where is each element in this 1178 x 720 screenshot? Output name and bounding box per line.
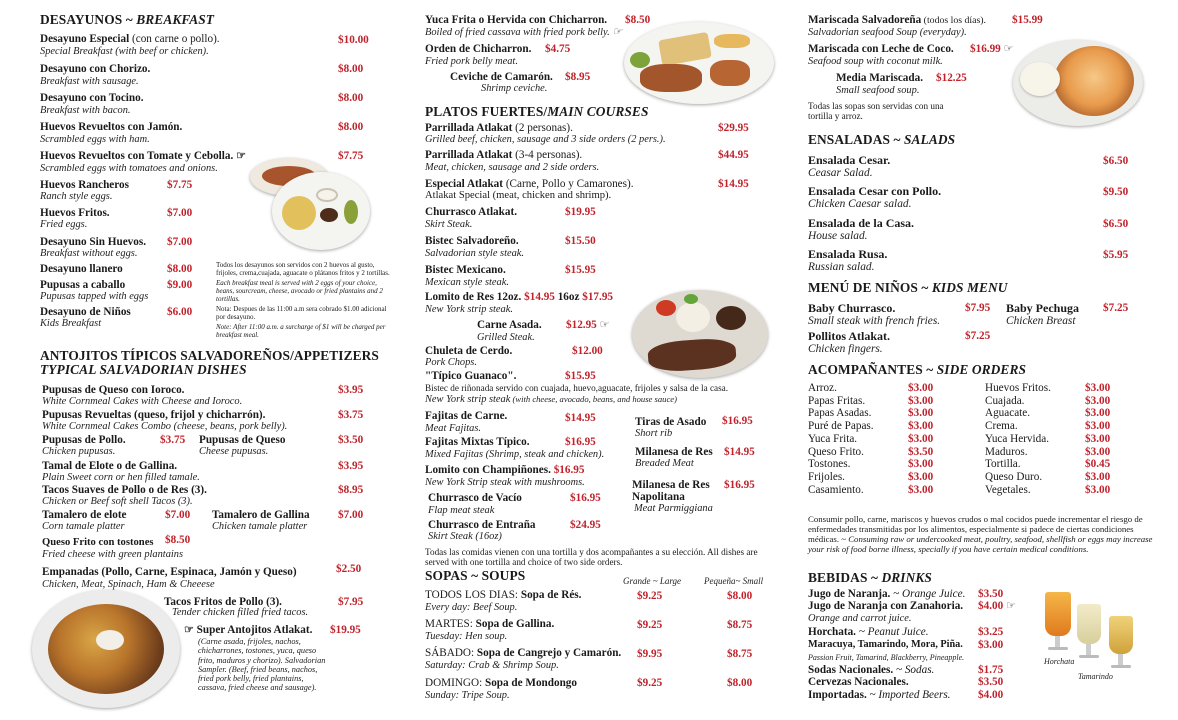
menu-item-price: $7.00 [167,236,193,248]
menu-item-desc: Scrambled eggs with tomatoes and onions. [40,163,218,174]
menu-item-price: $3.50 [338,434,364,446]
pointing-hand-icon: ☞ [1005,600,1016,612]
menu-item-name: ☞ Super Antojitos Atlakat. [184,624,313,636]
menu-item-desc: Scrambled eggs with ham. [40,134,150,145]
menu-item-name: Huevos Fritos. [40,207,110,219]
menu-item-name: Empanadas (Pollo, Carne, Espinaca, Jamón y Queso) [42,566,297,578]
menu-item-desc: Skirt Steak. [425,219,473,230]
menu-item-desc: (Carne asada, frijoles, nachos, chicharrones, tostones, yuca, queso frito, maduros y chorizo). Salvadorian Sampler. (Beef, fried beans, nachos, fried pork belly, fried plantains, cassava, fried cheese and sausage). [198,637,326,693]
menu-item-price: $14.95 [718,178,749,190]
appetizers-heading: ANTOJITOS TÍPICOS SALVADOREÑOS/APPETIZERS [40,348,379,363]
menu-item-desc: White Cornmeal Cakes with Cheese and Ioroco. [42,396,243,407]
menu-item-desc: Breakfast with bacon. [40,105,131,116]
menu-item-desc: Chicken fingers. [808,343,883,355]
menu-item-name: Baby Pechuga [1006,301,1080,315]
menu-item-name: Fajitas de Carne. [425,410,508,422]
side-item-price: $3.00 [1085,420,1111,433]
pointing-hand-icon: ☞ [599,319,610,331]
menu-item-desc: New York strip steak. [425,304,513,315]
soups-heading: SOPAS ~ SOUPS [425,568,526,583]
menu-item-price: $4.75 [545,43,571,55]
menu-item-price: $8.00 [338,92,364,104]
menu-item-price: $1.75 [978,664,1004,676]
menu-item-name: Pupusas de Pollo. [42,434,126,446]
side-item-name: Queso Frito. [808,445,864,458]
soup-price-large: $9.25 [637,677,663,689]
soup-item-name: DOMINGO: Sopa de Mondongo [425,677,577,689]
side-item-price: $3.00 [908,470,934,483]
menu-item-price: $14.95 [565,412,596,424]
menu-item-desc: Fried cheese with green plantains [42,549,184,560]
menu-item-price: $7.00 [338,509,364,521]
menu-item-name: Jugo de Naranja con Zanahoria. [808,600,964,612]
menu-item-price: $15.99 [1012,14,1043,26]
menu-item-price: $16.99 ☞ [970,43,1014,55]
menu-item-desc: Chicken pupusas. [42,446,116,457]
menu-item-price: $19.95 [330,624,361,636]
soup-price-small: $8.75 [727,648,753,660]
menu-item-price: $16.95 [565,436,596,448]
pointing-hand-icon: ☞ [236,150,246,162]
soup-item-name: SÁBADO: Sopa de Cangrejo y Camarón. [425,647,622,659]
menu-item-name: Desayuno Especial (con carne o pollo). [40,33,220,45]
menu-item-price: $7.95 [965,302,991,314]
menu-item-price: $10.00 [338,34,369,46]
menu-item-name: Tacos Fritos de Pollo (3). [164,596,282,608]
menu-item-price: $6.50 [1103,155,1129,167]
menu-item-name: Cervezas Nacionales. [808,676,909,688]
side-item-name: Yuca Frita. [808,432,858,445]
menu-item-price: $8.00 [338,121,364,133]
side-item-price: $3.00 [1085,382,1111,394]
soups-note: Todas las sopas son servidas con una tortilla y arroz. [808,101,944,121]
menu-item-name: Pupusas de Queso [199,434,286,446]
menu-item-name: Carne Asada. [477,319,542,331]
soup-large-label: Grande ~ Large [623,576,682,586]
side-item-name: Cuajada. [985,394,1025,407]
menu-item-desc: Breakfast with sausage. [40,76,139,87]
menu-item-price: $3.00 [978,639,1004,651]
soup-price-small: $8.00 [727,677,753,689]
breakfast-note: Todos los desayunos son servidos con 2 huevos al gusto, frijoles, crema,cuajada, aguacate o plátanos fritos y 2 tortillas. Each breakfast meal is served with 2 eggs of your choice, beans, sourcream, cheese, avocado or fried plantains and 2 tortillas. Nota: Despues de las 11:00 a.m sera cobrado $1.00 adicional por desayuno. Note: After 11:00 a.m. a surcharge of $1 will be charged per breakfast meal. [216,261,390,339]
side-item-name: Huevos Fritos. [985,382,1051,394]
menu-item-desc: Cheese pupusas. [199,446,269,457]
menu-item-desc: Ranch style eggs. [40,191,113,202]
menu-item-name: Huevos Revueltos con Jamón. [40,121,183,133]
soup-price-small: $8.00 [727,590,753,602]
menu-item-name: Chuleta de Cerdo. [425,345,513,357]
menu-item-name: Mariscada Salvadoreña (todos los días). [808,14,986,26]
kids-heading: MENÚ DE NIÑOS ~ KIDS MENU [808,280,1008,295]
menu-item-desc: Orange and carrot juice. [808,613,912,624]
menu-item-desc: House salad. [808,230,868,242]
side-item-price: $0.45 [1085,458,1111,471]
glass-label: Tamarindo [1078,672,1113,681]
side-item-price: $3.00 [908,394,934,407]
menu-item-desc: Pupusas tapped with eggs [40,291,149,302]
menu-item-price: $29.95 [718,122,749,134]
menu-item-name: Especial Atlakat (Carne, Pollo y Camarones). [425,178,634,190]
side-item-price: $3.00 [908,407,934,420]
menu-item-price: $7.25 [1103,302,1129,314]
side-item-name: Arroz. [808,382,837,394]
menu-item-desc: Mexican style steak. [425,277,509,288]
menu-item-name: Maracuya, Tamarindo, Mora, Piña. [808,639,963,650]
menu-item-desc: Pork Chops. [425,357,477,368]
menu-item-price: $3.95 [338,384,364,396]
menu-item-price: $15.95 [565,370,596,382]
menu-item-name: Ensalada Rusa. [808,247,888,261]
soup-item-desc: Saturday: Crab & Shrimp Soup. [425,660,559,671]
soup-price-large: $9.25 [637,619,663,631]
menu-item-name: Desayuno llanero [40,263,123,275]
menu-item-price: $16.95 [722,415,753,427]
side-item-price: $3.00 [1085,394,1111,407]
main-courses-note: Todas las comidas vienen con una tortilla y dos acompañantes a su elección. All dishes are served with one tortilla and choice of two side orders. [425,547,758,567]
soup-item-desc: Sunday: Tripe Soup. [425,690,510,701]
menu-item-name: Parrillada Atlakat (2 personas). [425,122,573,134]
menu-item-name: Horchata. ~ Peanut Juice. [808,626,929,638]
menu-item-price: $7.00 [165,509,191,521]
menu-item-price: $4.00 ☞ [978,600,1016,612]
menu-item-price: $14.95 [724,446,755,458]
menu-item-price: $9.50 [1103,186,1129,198]
side-item-name: Maduros. [985,445,1028,458]
soup-item-desc: Every day: Beef Soup. [425,602,518,613]
menu-item-desc: Meat Parmiggiana [634,503,713,514]
menu-item-price: $4.00 [978,689,1004,701]
salads-heading: ENSALADAS ~ SALADS [808,132,956,147]
soup-price-large: $9.95 [637,648,663,660]
menu-item-price: $3.50 [978,676,1004,688]
menu-item-desc: Chicken Caesar salad. [808,198,912,210]
drinks-heading: BEBIDAS ~ DRINKS [808,570,932,585]
side-item-price: $3.00 [908,432,934,445]
side-item-price: $3.00 [908,483,934,496]
menu-item-price: $8.95 [565,71,591,83]
menu-item-price: $8.00 [167,263,193,275]
side-item-name: Frijoles. [808,470,845,483]
menu-item-desc: Chicken Breast [1006,315,1076,327]
menu-item-price: $8.50 [165,534,191,546]
side-item-price: $3.50 [908,445,934,458]
breakfast-heading: DESAYUNOS ~ BREAKFAST [40,12,215,27]
side-item-price: $3.00 [908,382,934,394]
menu-item-desc: New York Strip steak with mushrooms. [425,477,585,488]
menu-item-price: $19.95 [565,206,596,218]
menu-item-price: $7.25 [965,330,991,342]
menu-item-name: Milanesa de Res [635,446,713,458]
menu-item-price: $8.95 [338,484,364,496]
menu-item-price: $12.25 [936,72,967,84]
menu-item-name: Yuca Frita o Hervida con Chicharron. [425,14,608,26]
menu-item-name: Desayuno con Tocino. [40,92,144,104]
menu-item-price: $7.75 [338,150,364,162]
side-item-name: Aguacate. [985,407,1031,420]
side-item-price: $3.00 [908,458,934,471]
menu-item-price: $6.00 [167,306,193,318]
side-item-name: Puré de Papas. [808,420,874,433]
soup-item-name: MARTES: Sopa de Gallina. [425,618,555,630]
menu-item-price: $6.50 [1103,218,1129,230]
menu-item-desc: Salvadorian seafood Soup (everyday). [808,27,967,38]
pointing-hand-icon: ☞ [184,624,194,636]
menu-item-desc: Atlakat Special (meat, chicken and shrimp). [425,190,612,201]
menu-item-desc: Grilled beef, chicken, sausage and 3 side orders (2 pers.). [425,134,666,145]
menu-item-name: Lomito de Res 12oz. $14.95 16oz $17.95 [425,291,613,303]
pointing-hand-icon: ☞ [1003,43,1014,55]
side-item-name: Queso Duro. [985,470,1043,483]
menu-item-name: Parrillada Atlakat (3-4 personas). [425,149,583,161]
menu-item-name: Churrasco Atlakat. [425,206,517,218]
menu-item-desc: White Cornmeal Cakes Combo (cheese, beans, pork belly). [42,421,288,432]
glass-label: Horchata [1044,657,1075,666]
menu-item-desc: Fried pork belly meat. [425,56,518,67]
menu-item-desc: Kids Breakfast [40,318,102,329]
menu-item-name: Ensalada Cesar con Pollo. [808,184,942,198]
menu-item-desc: Passion Fruit, Tamarind, Blackberry, Pineapple. [808,653,965,662]
menu-item-name: Milanesa de Res Napolitana [632,479,710,503]
menu-item-price: $3.50 [978,588,1004,600]
menu-item-desc-es: Bistec de riñonada servido con cuajada, huevo,aguacate, frijoles y salsa de la casa. [425,383,729,393]
menu-item-name: Huevos Rancheros [40,179,129,191]
menu-item-desc: Meat Fajitas. [425,423,481,434]
menu-item-desc: Special Breakfast (with beef or chicken). [40,46,209,57]
menu-item-desc: Flap meat steak [428,505,495,516]
menu-item-name: Orden de Chicharron. [425,43,532,55]
menu-item-desc: Small steak with french fries. [808,315,941,327]
menu-item-desc: Corn tamale platter [42,521,125,532]
menu-item-price: $15.95 [565,264,596,276]
menu-item-name: Tacos Suaves de Pollo o de Res (3). [42,484,207,496]
menu-item-desc: Breakfast without eggs. [40,248,138,259]
menu-item-price: $24.95 [570,519,601,531]
menu-item-price: $9.00 [167,279,193,291]
pointing-hand-icon: ☞ [612,26,623,38]
side-item-price: $3.00 [1085,483,1111,496]
menu-item-desc: Grilled Steak. [477,332,535,343]
menu-item-name: Huevos Revueltos con Tomate y Cebolla. ☞ [40,150,246,162]
side-item-price: $3.00 [1085,470,1111,483]
menu-item-desc: Meat, chicken, sausage and 2 side orders. [425,162,600,173]
menu-item-desc: Chicken tamale platter [212,521,308,532]
menu-item-name: Tiras de Asado [635,416,707,428]
menu-item-name: Tamalero de Gallina [212,509,310,521]
menu-item-name: Desayuno con Chorizo. [40,63,151,75]
menu-item-desc: Small seafood soup. [836,85,920,96]
side-item-name: Papas Fritas. [808,394,866,407]
menu-item-price: $12.00 [572,345,603,357]
menu-item-name: Importadas. ~ Imported Beers. [808,689,951,701]
menu-item-price: $16.95 [724,479,755,491]
side-item-name: Vegetales. [985,483,1031,496]
menu-item-desc: Skirt Steak (16oz) [428,531,502,542]
side-item-name: Yuca Hervida. [985,432,1049,445]
main-courses-heading: PLATOS FUERTES/MAIN COURSES [425,104,649,119]
soup-small-label: Pequeña~ Small [704,576,764,586]
menu-item-name: Baby Churrasco. [808,301,896,315]
menu-item-name: Bistec Mexicano. [425,264,506,276]
menu-item-desc: Short rib [635,428,673,439]
menu-item-desc: Salvadorian style steak. [425,248,524,259]
menu-item-name: Media Mariscada. [836,72,923,84]
menu-item-name: Pupusas de Queso con Ioroco. [42,384,185,396]
menu-item-desc: New York strip steak (with cheese, avocado, beans, and house sauce) [425,394,677,405]
menu-item-price: $3.75 [338,409,364,421]
menu-item-price: $2.50 [336,563,362,575]
menu-item-desc: Fried eggs. [40,219,88,230]
menu-item-price: $7.75 [167,179,193,191]
menu-item-name: Tamal de Elote o de Gallina. [42,460,178,472]
menu-item-desc: Chicken or Beef soft shell Tacos (3). [42,496,193,507]
menu-item-name: Pollitos Atlakat. [808,329,891,343]
menu-item-price: $16.95 [570,492,601,504]
menu-item-name: "Típico Guanaco". [425,370,517,382]
menu-item-desc: Shrimp ceviche. [481,83,548,94]
menu-item-name: Desayuno Sin Huevos. [40,236,146,248]
menu-item-name: Jugo de Naranja. ~ Orange Juice. [808,588,966,600]
menu-item-name: Ensalada de la Casa. [808,216,915,230]
menu-item-price: $44.95 [718,149,749,161]
menu-item-name: Churrasco de Vacío [428,492,522,504]
appetizers-subheading: TYPICAL SALVADORIAN DISHES [40,362,247,377]
food-safety-warning: Consumir pollo, carne, mariscos y huevos crudos o mal cocidos puede incrementar el riesgo de enfermedades transmitidas por los alimentos, especialmente si padece de ciertas condiciones médicas. ~ Consuming raw or undercooked meat, poultry, seafood, shellfish or eggs may increase your risk of food borne illness, specially if you have certain medical conditions. [808,514,1153,554]
menu-item-name: Sodas Nacionales. ~ Sodas. [808,664,935,676]
menu-item-price: $12.95 ☞ [566,319,610,331]
menu-item-desc: Chicken, Meat, Spinach, Ham & Cheeese [42,579,215,590]
soup-item-desc: Tuesday: Hen soup. [425,631,508,642]
side-item-name: Casamiento. [808,483,864,496]
side-item-name: Crema. [985,420,1018,433]
side-item-price: $3.00 [908,420,934,433]
menu-item-name: Mariscada con Leche de Coco. [808,43,954,55]
menu-item-name: Desayuno de Niños [40,306,131,318]
sides-heading: ACOMPAÑANTES ~ SIDE ORDERS [808,362,1027,377]
menu-item-name: Queso Frito con tostones [42,537,154,548]
side-item-price: $3.00 [1085,407,1111,420]
menu-item-price: $8.50 [625,14,651,26]
soup-price-small: $8.75 [727,619,753,631]
side-item-name: Papas Asadas. [808,407,872,420]
menu-item-desc: Mixed Fajitas (Shrimp, steak and chicken). [425,449,605,460]
soup-item-name: TODOS LOS DIAS: Sopa de Rés. [425,589,582,601]
menu-item-desc: Ceasar Salad. [808,167,873,179]
menu-item-price: $8.00 [338,63,364,75]
soup-price-large: $9.25 [637,590,663,602]
menu-item-name: Lomito con Champiñones. $16.95 [425,464,585,476]
menu-item-name: Ceviche de Camarón. [450,71,553,83]
menu-item-desc: Tender chicken filled fried tacos. [172,607,309,618]
menu-item-price: $5.95 [1103,249,1129,261]
menu-item-name: Tamalero de elote [42,509,127,521]
menu-item-price: $7.95 [338,596,364,608]
menu-item-price: $3.95 [338,460,364,472]
side-item-price: $3.00 [1085,432,1111,445]
menu-item-desc: Russian salad. [808,261,875,273]
side-item-name: Tortilla. [985,458,1021,471]
menu-item-desc: Breaded Meat [635,458,694,469]
menu-item-price: $15.50 [565,235,596,247]
menu-item-desc: Seafood soup with coconut milk. [808,56,943,67]
menu-item-name: Pupusas a caballo [40,279,126,291]
side-item-price: $3.00 [1085,445,1111,458]
menu-item-price: $3.75 [160,434,186,446]
menu-item-price: $7.00 [167,207,193,219]
menu-item-price: $3.25 [978,626,1004,638]
menu-item-name: Churrasco de Entraña [428,519,536,531]
menu-item-name: Ensalada Cesar. [808,153,891,167]
menu-item-desc: Boiled of fried cassava with fried pork belly. ☞ [425,26,623,38]
menu-item-desc: Plain Sweet corn or hen filled tamale. [42,472,200,483]
side-item-name: Tostones. [808,458,851,471]
menu-item-name: Bistec Salvadoreño. [425,235,519,247]
menu-item-name: Pupusas Revueltas (queso, frijol y chicharrón). [42,409,266,421]
menu-item-name: Fajitas Mixtas Típico. [425,436,530,448]
